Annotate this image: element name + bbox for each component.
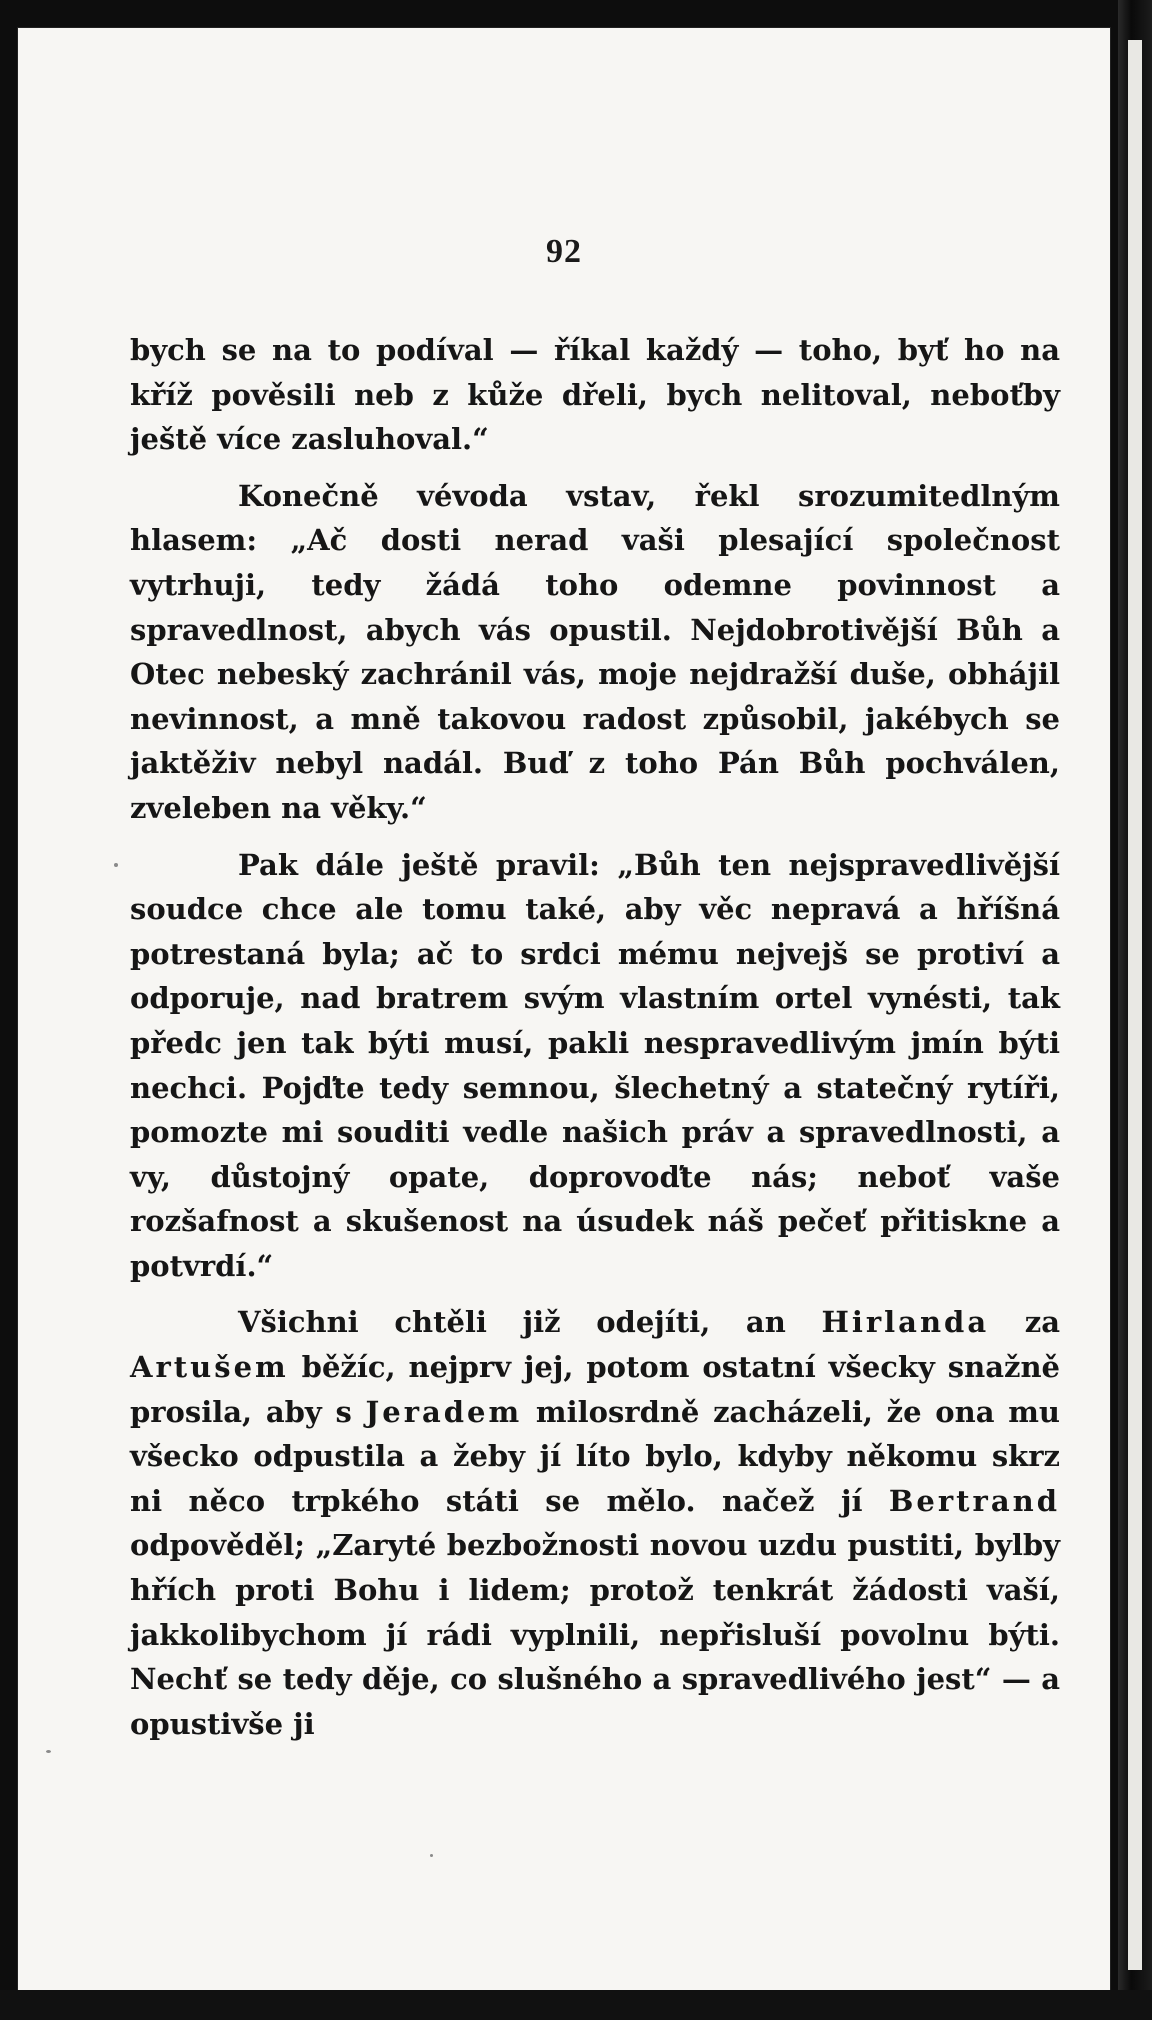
text-segment: milosrdně zacházeli, že ona mu všecko odpustila a žeby jí líto bylo, kdyby někomu skrz ni něco trpkého státi se mělo. načež jí bbox=[130, 1394, 1060, 1518]
spaced-name: Hirlanda bbox=[821, 1305, 990, 1340]
spaced-name: Bertrand bbox=[888, 1483, 1060, 1518]
text-segment: Všichni chtěli již odejíti, an bbox=[238, 1305, 822, 1340]
text-segment: za bbox=[989, 1305, 1061, 1340]
paragraph-p3 bbox=[130, 843, 1060, 1289]
paragraph-p2 bbox=[130, 474, 1060, 831]
text-segment: běžíc, nejprv jej, potom ostatní všecky snažně prosila, aby s bbox=[130, 1350, 1060, 1429]
spaced-name: Artušem bbox=[130, 1350, 289, 1385]
paper-speck bbox=[430, 1854, 433, 1857]
text-segment: bych se na to podíval — říkal každý — toho, byť ho na kříž pověsili neb z kůže dřeli, bych nelitoval, neboťby ještě více zasluhoval.“ bbox=[130, 333, 1060, 457]
paragraph-p1 bbox=[130, 328, 1060, 462]
text-segment: odpověděl; „Zaryté bezbožnosti novou uzdu pustiti, bylby hřích proti Bohu i lidem; protož tenkrát žádosti vaší, jakkolibychom jí rádi vyplnili, nepřisluší povolnu býti. Nechť se tedy děje, co slušného a spravedlivého jest“ — a opustivše ji bbox=[130, 1528, 1060, 1741]
page-body-text bbox=[130, 328, 1060, 1758]
next-page-edge bbox=[1128, 40, 1142, 1970]
book-page bbox=[18, 28, 1110, 1990]
text-segment: Konečně vévoda vstav, řekl srozumitedlným hlasem: „Ač dosti nerad vaši plesající společnost vytrhuji, tedy žádá toho odemne povinnost a spravedlnost, abych vás opustil. Nejdobrotivější Bůh a Otec nebeský zachránil vás, moje nejdražší duše, obhájil nevinnost, a mně takovou radost způsobil, jakébych se jaktěživ nebyl nadál. Buď z toho Pán Bůh pochválen, zveleben na věky.“ bbox=[130, 478, 1060, 825]
paper-speck bbox=[46, 1750, 51, 1753]
paragraph-p4 bbox=[130, 1300, 1060, 1746]
page-number: 92 bbox=[546, 233, 582, 270]
text-segment: Pak dále ještě pravil: „Bůh ten nejspravedlivější soudce chce ale tomu také, aby věc nepravá a hříšná potrestaná byla; ač to srdci mému nejvejš se protiví a odporuje, nad bratrem svým vlastním ortel vynésti, tak předc jen tak býti musí, pakli nespravedlivým jmín býti nechci. Pojďte tedy semnou, šlechetný a statečný rytíři, pomozte mi souditi vedle našich práv a spravedlnosti, a vy, důstojný opate, doprovoďte nás; neboť vaše rozšafnost a skušenost na úsudek náš pečeť přitiskne a potvrdí.“ bbox=[130, 847, 1060, 1283]
spaced-name: Jeradem bbox=[365, 1394, 523, 1429]
scan-bottom-edge bbox=[0, 1990, 1152, 2020]
paper-speck bbox=[114, 863, 118, 867]
